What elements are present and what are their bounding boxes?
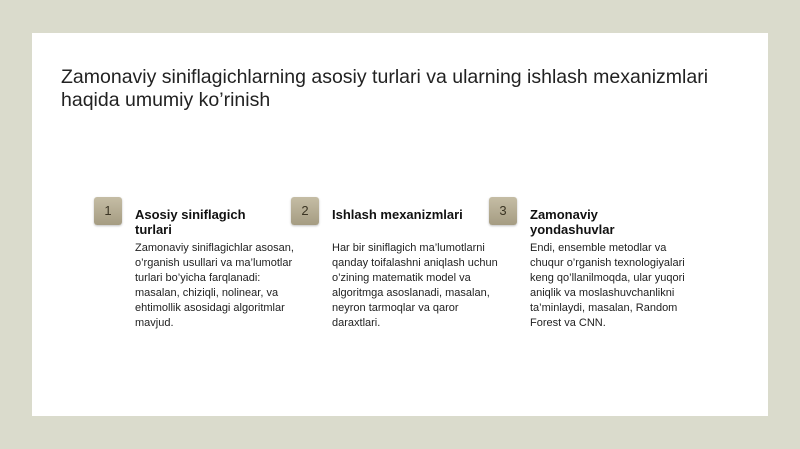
- slide: [32, 33, 768, 416]
- card-heading: Asosiy siniflagich turlari: [135, 207, 246, 237]
- card-number-badge: 1: [94, 197, 122, 225]
- card-body: Har bir siniflagich ma’lumotlarni qanday toifalashni aniqlash uchun o’zining matematik model va algoritmga asoslanadi, masalan, neyron tarmoqlar va qaror daraxtlari.: [332, 242, 498, 329]
- card-body: Endi, ensemble metodlar va chuqur o’rganish texnologiyalari keng qo’llanilmoqda, ular yuqori aniqlik va moslashuvchanlikni ta’minlaydi, masalan, Random Forest va CNN.: [530, 242, 685, 329]
- card-number-badge: 3: [489, 197, 517, 225]
- card-number-badge: 2: [291, 197, 319, 225]
- slide-title: Zamonaviy siniflagichlarning asosiy turlari va ularning ishlash mexanizmlari haqida umumiy ko’rinish: [61, 66, 709, 111]
- card-body: Zamonaviy siniflagichlar asosan, o’rganish usullari va ma’lumotlar turlari bo’yicha farqlanadi: masalan, chiziqli, nolinear, va ehtimollik asosidagi algoritmlar mavjud.: [135, 242, 294, 329]
- card-heading: Ishlash mexanizmlari: [332, 207, 463, 222]
- card-heading: Zamonaviy yondashuvlar: [530, 207, 615, 237]
